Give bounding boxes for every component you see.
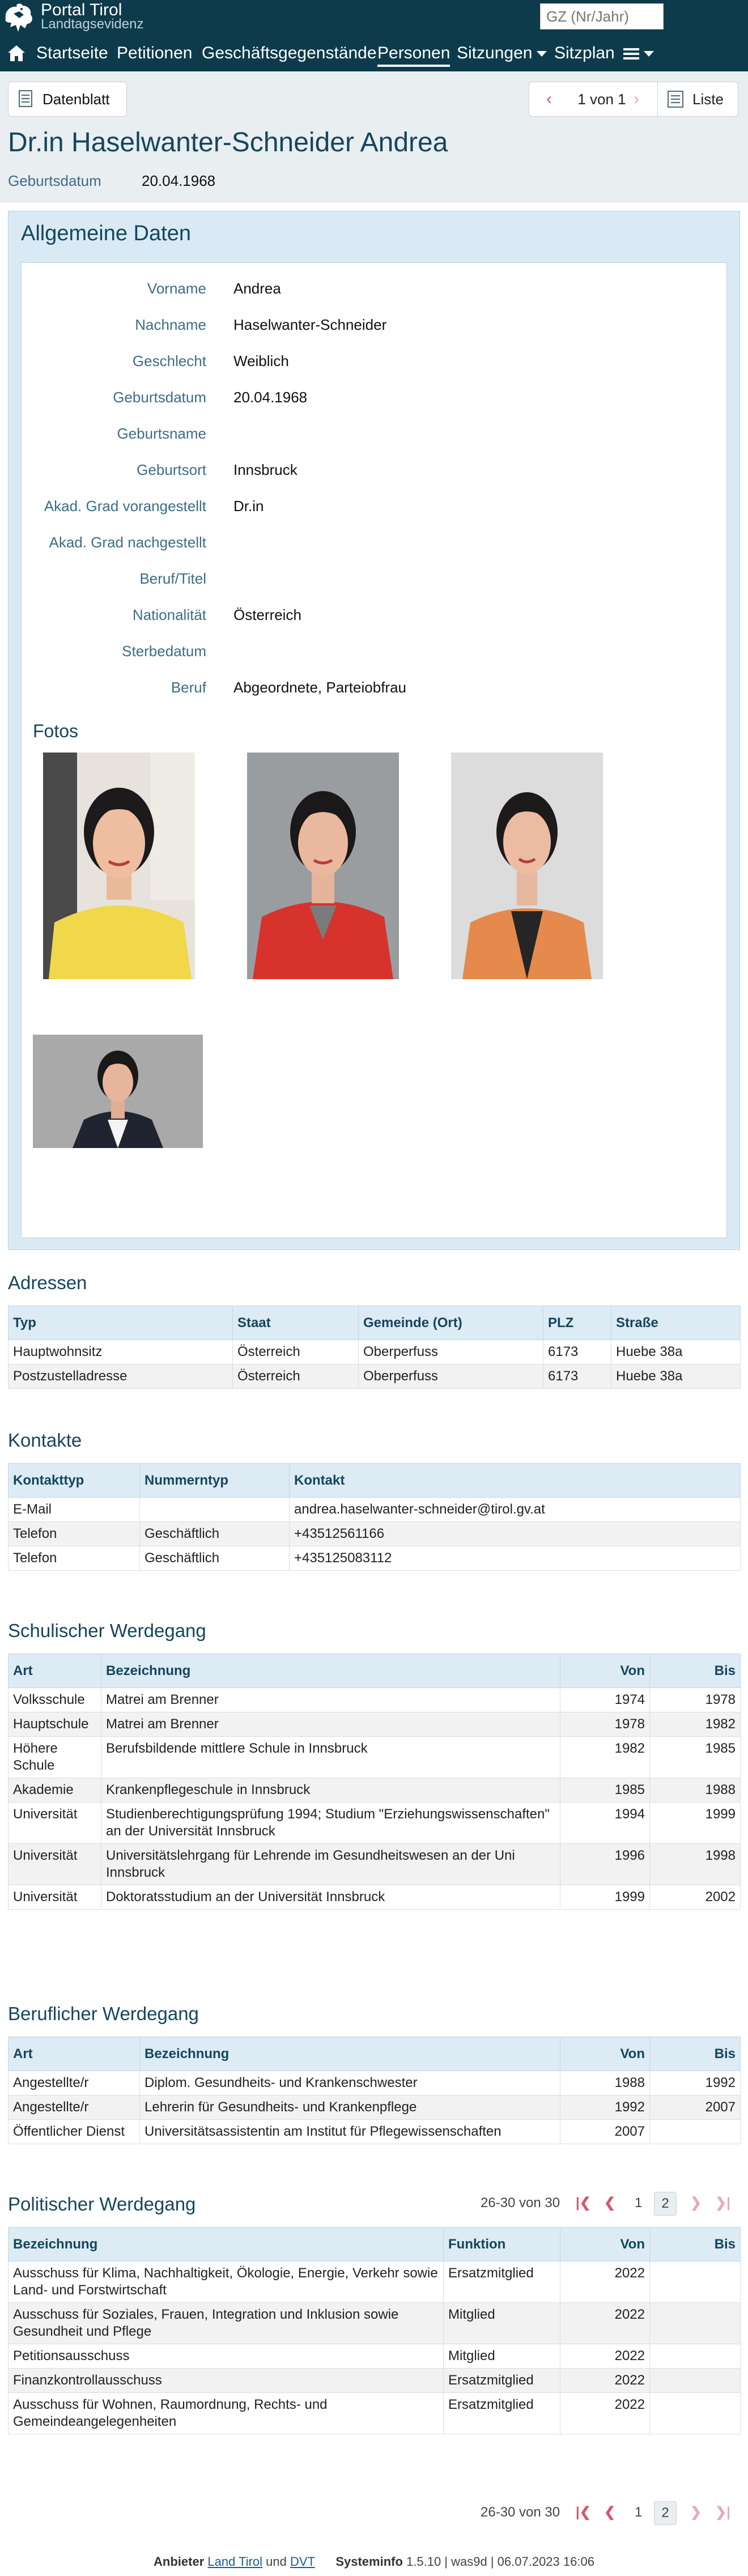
list-button[interactable] <box>668 82 724 116</box>
cell-nummerntyp: Geschäftlich <box>140 1546 290 1571</box>
cell-von: 1999 <box>560 1885 650 1910</box>
cell-art: Universität <box>8 1885 101 1910</box>
birth-date-label: Geburtsdatum <box>8 172 101 189</box>
political-pager-top <box>481 2192 740 2214</box>
cell-bis: 2007 <box>650 2095 741 2120</box>
col-header-bezeichnung[interactable]: Bezeichnung <box>101 1654 560 1688</box>
next-page-icon[interactable]: ❯ <box>690 2195 702 2211</box>
next-page-icon[interactable]: ❯ <box>690 2505 702 2520</box>
table-row <box>8 1803 741 1844</box>
chevron-down-icon <box>537 51 547 57</box>
cell-plz: 6173 <box>543 1340 611 1364</box>
footer <box>0 2554 748 2569</box>
footer-provider-label: Anbieter <box>154 2554 205 2569</box>
cell-bis <box>650 2393 741 2434</box>
col-header-kontakt[interactable]: Kontakt <box>290 1464 741 1498</box>
field-value-geburtsort: Innsbruck <box>233 461 298 478</box>
cell-art: Hauptschule <box>8 1712 101 1737</box>
cell-typ: Hauptwohnsitz <box>8 1340 233 1364</box>
cell-von: 1974 <box>560 1688 650 1712</box>
col-header-funktion[interactable]: Funktion <box>444 2228 560 2262</box>
col-header-art[interactable]: Art <box>8 2037 140 2071</box>
field-label-geburtsort: Geburtsort <box>137 461 206 478</box>
cell-kontakt: +43512561166 <box>290 1522 741 1546</box>
cell-art: Angestellte/r <box>8 2095 140 2120</box>
field-label-grad-vorangestellt: Akad. Grad vorangestellt <box>44 498 206 515</box>
field-value-nachname: Haselwanter-Schneider <box>233 316 387 333</box>
cell-funktion: Ersatzmitglied <box>444 2369 560 2393</box>
page-link-current[interactable]: 2 <box>654 2192 677 2216</box>
prev-record-icon[interactable]: ‹ <box>546 90 552 108</box>
top-header <box>0 0 748 71</box>
field-label-grad-nachgestellt: Akad. Grad nachgestellt <box>49 534 206 551</box>
col-header-staat[interactable]: Staat <box>233 1306 359 1340</box>
field-value-grad-vorangestellt: Dr.in <box>233 498 264 515</box>
addresses-title: Adressen <box>8 1272 87 1293</box>
prev-page-icon[interactable]: ❮ <box>604 2505 616 2520</box>
table-row <box>8 1778 741 1803</box>
field-label-nationalitaet: Nationalität <box>132 606 206 623</box>
cell-bezeichnung: Finanzkontrollausschuss <box>8 2369 444 2393</box>
table-row <box>8 1364 741 1389</box>
table-row <box>8 2303 741 2344</box>
political-title: Politischer Werdegang <box>8 2194 196 2214</box>
cell-bezeichnung: Lehrerin für Gesundheits- und Krankenpflege <box>140 2095 560 2120</box>
first-page-icon[interactable]: |❮ <box>576 2505 591 2520</box>
footer-sysinfo-label: Systeminfo <box>335 2554 403 2569</box>
table-row <box>8 2344 741 2369</box>
table-row <box>8 1546 741 1571</box>
cell-gemeinde: Oberperfuss <box>359 1340 543 1364</box>
table-row <box>8 1340 741 1364</box>
page-link-current[interactable]: 2 <box>654 2501 677 2525</box>
cell-bis: 1998 <box>650 1844 741 1885</box>
cell-bezeichnung: Universitätslehrgang für Lehrende im Gesundheitswesen an der Uni Innsbruck <box>101 1844 560 1885</box>
table-header-row <box>8 1654 741 1688</box>
document-icon <box>19 90 32 107</box>
nav-sitzplan[interactable]: Sitzplan <box>554 44 615 62</box>
pager-range: 26-30 von 30 <box>481 2505 560 2520</box>
cell-von: 1996 <box>560 1844 650 1885</box>
cell-von: 1988 <box>560 2071 650 2095</box>
cell-strasse: Huebe 38a <box>611 1364 741 1389</box>
tirol-eagle-logo-icon[interactable] <box>2 1 35 33</box>
table-row <box>8 1712 741 1737</box>
cell-bezeichnung: Petitionsausschuss <box>8 2344 444 2369</box>
page-link-1[interactable]: 1 <box>635 2505 643 2520</box>
table-row <box>8 2095 741 2120</box>
hamburger-menu-icon <box>623 47 639 61</box>
table-row <box>8 2369 741 2393</box>
pager-range: 26-30 von 30 <box>481 2195 560 2211</box>
footer-link-dvt[interactable]: DVT <box>290 2554 315 2569</box>
cell-von: 2022 <box>560 2262 650 2303</box>
record-pager <box>529 82 738 117</box>
cell-bis: 2002 <box>650 1885 741 1910</box>
nav-startseite[interactable]: Startseite <box>36 44 108 62</box>
cell-bezeichnung: Matrei am Brenner <box>101 1688 560 1712</box>
col-header-gemeinde[interactable]: Gemeinde (Ort) <box>359 1306 543 1340</box>
cell-von: 1978 <box>560 1712 650 1737</box>
col-header-strasse[interactable]: Straße <box>611 1306 741 1340</box>
cell-staat: Österreich <box>233 1364 359 1389</box>
cell-bis: 1978 <box>650 1688 741 1712</box>
cell-kontakttyp: Telefon <box>8 1522 140 1546</box>
cell-funktion: Mitglied <box>444 2303 560 2344</box>
addresses-table <box>8 1306 741 1389</box>
general-data-panel <box>8 211 740 1250</box>
field-label-beruf-titel: Beruf/Titel <box>139 570 206 587</box>
cell-nummerntyp: Geschäftlich <box>140 1522 290 1546</box>
table-row <box>8 1885 741 1910</box>
fotos-title: Fotos <box>33 721 79 741</box>
cell-bis <box>650 2303 741 2344</box>
cell-art: Höhere Schule <box>8 1737 101 1778</box>
last-page-icon[interactable]: ❯| <box>715 2505 730 2520</box>
cell-bezeichnung: Matrei am Brenner <box>101 1712 560 1737</box>
cell-von: 2022 <box>560 2344 650 2369</box>
datenblatt-label: Datenblatt <box>42 91 110 108</box>
cell-bis: 1988 <box>650 1778 741 1803</box>
cell-von: 2007 <box>560 2120 650 2144</box>
cell-bezeichnung: Ausschuss für Wohnen, Raumordnung, Rechts- und Gemeindeangelegenheiten <box>8 2393 444 2434</box>
table-row <box>8 1688 741 1712</box>
cell-gemeinde: Oberperfuss <box>359 1364 543 1389</box>
col-header-art[interactable]: Art <box>8 1654 101 1688</box>
col-header-typ[interactable]: Typ <box>8 1306 233 1340</box>
col-header-bezeichnung[interactable]: Bezeichnung <box>140 2037 560 2071</box>
col-header-von[interactable]: Von <box>560 2228 650 2262</box>
table-header-row <box>8 2228 741 2262</box>
cell-plz: 6173 <box>543 1364 611 1389</box>
cell-von: 2022 <box>560 2393 650 2434</box>
col-header-bis[interactable]: Bis <box>650 2037 741 2071</box>
cell-bezeichnung: Berufsbildende mittlere Schule in Innsbruck <box>101 1737 560 1778</box>
contacts-table <box>8 1463 741 1571</box>
cell-bis: 1985 <box>650 1737 741 1778</box>
cell-bezeichnung: Diplom. Gesundheits- und Krankenschwester <box>140 2071 560 2095</box>
table-row <box>8 1844 741 1885</box>
home-icon[interactable] <box>7 44 26 62</box>
person-name: Dr.in Haselwanter-Schneider Andrea <box>8 127 448 158</box>
cell-bezeichnung: Krankenpflegeschule in Innsbruck <box>101 1778 560 1803</box>
cell-typ: Postzustelladresse <box>8 1364 233 1389</box>
cell-von: 2022 <box>560 2303 650 2344</box>
cell-von: 2022 <box>560 2369 650 2393</box>
portrait-photo-1[interactable] <box>43 753 195 979</box>
nav-personen[interactable]: Personen <box>377 42 450 67</box>
table-row <box>8 2393 741 2434</box>
logo-title[interactable]: Portal Tirol <box>41 1 122 19</box>
logo-bar <box>0 0 748 35</box>
portrait-photo-3[interactable] <box>451 753 603 979</box>
chevron-down-icon <box>644 51 654 57</box>
nav-sitzungen-label: Sitzungen <box>457 44 533 62</box>
col-header-von[interactable]: Von <box>560 1654 650 1688</box>
political-pager-bottom <box>481 2501 740 2524</box>
cell-bis <box>650 2344 741 2369</box>
political-table <box>8 2227 741 2434</box>
cell-art: Universität <box>8 1844 101 1885</box>
field-label-geburtsname: Geburtsname <box>117 425 206 442</box>
table-header-row <box>8 1464 741 1498</box>
cell-nummerntyp <box>140 1498 290 1522</box>
cell-bis <box>650 2369 741 2393</box>
field-value-vorname: Andrea <box>233 280 281 297</box>
col-header-bis[interactable]: Bis <box>650 2228 741 2262</box>
footer-sysinfo-value: 1.5.10 | was9d | 06.07.2023 16:06 <box>406 2554 594 2569</box>
prev-page-icon[interactable]: ❮ <box>604 2195 616 2211</box>
last-page-icon[interactable]: ❯| <box>715 2195 730 2211</box>
cell-art: Akademie <box>8 1778 101 1803</box>
field-label-vorname: Vorname <box>147 280 206 297</box>
cell-kontakttyp: E-Mail <box>8 1498 140 1522</box>
table-row <box>8 2120 741 2144</box>
cell-art: Öffentlicher Dienst <box>8 2120 140 2144</box>
portrait-photo-2[interactable] <box>247 753 399 979</box>
first-page-icon[interactable]: |❮ <box>576 2195 591 2211</box>
footer-link-land-tirol[interactable]: Land Tirol <box>207 2554 263 2569</box>
cell-bezeichnung: Ausschuss für Klima, Nachhaltigkeit, Ökologie, Energie, Verkehr sowie Land- und Forstwirtschaft <box>8 2262 444 2303</box>
col-header-bezeichnung[interactable]: Bezeichnung <box>8 2228 444 2262</box>
cell-kontakttyp: Telefon <box>8 1546 140 1571</box>
cell-bis <box>650 2262 741 2303</box>
cell-bezeichnung: Studienberechtigungsprüfung 1994; Studium "Erziehungswissenschaften" an der Universität Innsbruck <box>101 1803 560 1844</box>
nav-more-menu[interactable] <box>623 42 654 65</box>
portrait-photo-4[interactable] <box>33 1035 203 1148</box>
school-table <box>8 1653 741 1910</box>
cell-bezeichnung: Universitätsassistentin am Institut für Pflegewissenschaften <box>140 2120 560 2144</box>
cell-funktion: Mitglied <box>444 2344 560 2369</box>
career-title: Beruflicher Werdegang <box>8 2003 199 2024</box>
col-header-plz[interactable]: PLZ <box>543 1306 611 1340</box>
table-header-row <box>8 2037 741 2071</box>
logo-subtitle: Landtagsevidenz <box>41 16 144 32</box>
table-row <box>8 1498 741 1522</box>
gz-search-input[interactable] <box>540 3 664 29</box>
pager-divider <box>657 82 658 116</box>
cell-bis <box>650 2120 741 2144</box>
school-title: Schulischer Werdegang <box>8 1620 206 1641</box>
cell-kontakt: andrea.haselwanter-schneider@tirol.gv.at <box>290 1498 741 1522</box>
general-data-body <box>21 262 727 1238</box>
cell-art: Universität <box>8 1803 101 1844</box>
birth-date-value: 20.04.1968 <box>142 172 216 189</box>
page-link-1[interactable]: 1 <box>635 2195 643 2211</box>
contacts-title: Kontakte <box>8 1430 82 1451</box>
field-value-beruf: Abgeordnete, Parteiobfrau <box>233 679 406 696</box>
field-value-nationalitaet: Österreich <box>233 606 301 623</box>
nav-geschaeftsgegenstaende[interactable]: Geschäftsgegenstände <box>202 44 377 62</box>
list-label: Liste <box>692 91 724 108</box>
table-row <box>8 2071 741 2095</box>
field-value-geschlecht: Weiblich <box>233 352 289 369</box>
career-table <box>8 2037 741 2144</box>
table-row <box>8 1522 741 1546</box>
cell-kontakt: +435125083112 <box>290 1546 741 1571</box>
next-record-icon[interactable]: › <box>634 90 639 108</box>
field-value-geburtsdatum: 20.04.1968 <box>233 389 308 406</box>
cell-funktion: Ersatzmitglied <box>444 2262 560 2303</box>
field-label-geschlecht: Geschlecht <box>132 352 206 369</box>
cell-bis: 1982 <box>650 1712 741 1737</box>
cell-von: 1982 <box>560 1737 650 1778</box>
col-header-bis[interactable]: Bis <box>650 1654 741 1688</box>
footer-and: und <box>266 2554 287 2569</box>
cell-von: 1994 <box>560 1803 650 1844</box>
table-header-row <box>8 1306 741 1340</box>
cell-von: 1985 <box>560 1778 650 1803</box>
cell-art: Volksschule <box>8 1688 101 1712</box>
field-label-sterbedatum: Sterbedatum <box>122 643 206 660</box>
cell-funktion: Ersatzmitglied <box>444 2393 560 2434</box>
field-label-nachname: Nachname <box>135 316 206 333</box>
table-row <box>8 2262 741 2303</box>
datenblatt-button[interactable] <box>8 82 127 117</box>
list-icon <box>668 91 683 108</box>
cell-bezeichnung: Doktoratsstudium an der Universität Innsbruck <box>101 1885 560 1910</box>
col-header-von[interactable]: Von <box>560 2037 650 2071</box>
field-label-beruf: Beruf <box>171 679 206 696</box>
col-header-nummerntyp[interactable]: Nummerntyp <box>140 1464 290 1498</box>
cell-bezeichnung: Ausschuss für Soziales, Frauen, Integration und Inklusion sowie Gesundheit und Pflege <box>8 2303 444 2344</box>
cell-von: 1992 <box>560 2095 650 2120</box>
record-position: 1 von 1 <box>577 91 626 108</box>
cell-strasse: Huebe 38a <box>611 1340 741 1364</box>
nav-petitionen[interactable]: Petitionen <box>117 44 193 62</box>
cell-bis: 1992 <box>650 2071 741 2095</box>
col-header-kontakttyp[interactable]: Kontakttyp <box>8 1464 140 1498</box>
cell-staat: Österreich <box>233 1340 359 1364</box>
field-label-geburtsdatum: Geburtsdatum <box>113 389 206 406</box>
main-nav <box>0 37 748 70</box>
general-data-title: Allgemeine Daten <box>21 222 191 245</box>
nav-sitzungen[interactable] <box>457 42 547 65</box>
table-row <box>8 1737 741 1778</box>
cell-bis: 1999 <box>650 1803 741 1844</box>
cell-art: Angestellte/r <box>8 2071 140 2095</box>
